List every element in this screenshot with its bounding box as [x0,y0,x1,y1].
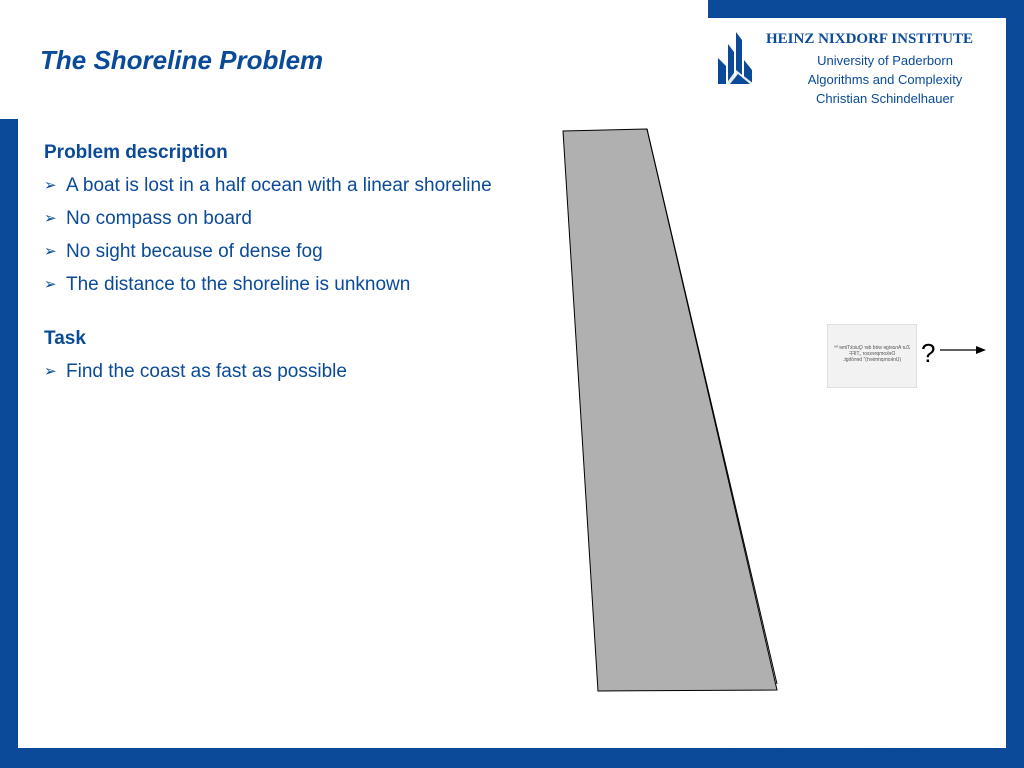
direction-arrow-icon [940,343,986,357]
bullet-text: The distance to the shoreline is unknown [66,274,411,295]
frame-left-bar [0,119,18,749]
slide-title: The Shoreline Problem [40,45,324,75]
placeholder-caption: Zur Anzeige wird der QuickTime™ Dekompressor „TIFF (Unkomprimiert)“ benötigt. [834,345,910,363]
bullet-item [44,272,504,298]
unknown-direction-label: ? [921,338,936,368]
arrowhead-bullet-icon: ➢ [44,363,57,380]
frame-right-bar [1006,0,1024,748]
author-name: Christian Schindelhauer [815,91,955,106]
institute-name: HEINZ NIXDORF INSTITUTE [766,31,973,47]
bullet-item [44,173,504,199]
bullet-text: No sight because of dense fog [66,241,323,262]
land-shape [563,129,777,691]
page-number: 7 [990,746,998,762]
problem-heading: Problem description [44,142,228,163]
bullet-text: No compass on board [66,208,252,229]
arrowhead-bullet-icon: ➢ [44,243,57,260]
shoreline-edge [647,129,777,684]
bullet-item [44,239,504,265]
group-name: Algorithms and Complexity [807,72,963,87]
hni-logo-icon [714,30,756,86]
bullet-text: A boat is lost in a half ocean with a linear shoreline [66,175,492,196]
slide-content [44,140,504,385]
bullet-text: Find the coast as fast as possible [66,361,347,382]
arrowhead-bullet-icon: ➢ [44,210,57,227]
footer-course: Search Algorithms, WS 2004/05 [727,746,926,762]
arrowhead-bullet-icon: ➢ [44,177,57,194]
frame-top-bar [708,0,1024,18]
bullet-item [44,206,504,232]
university-name: University of Paderborn [817,53,953,68]
boat-image-placeholder [827,324,917,388]
task-heading: Task [44,328,86,349]
bullet-item [44,359,504,385]
arrowhead-bullet-icon: ➢ [44,276,57,293]
